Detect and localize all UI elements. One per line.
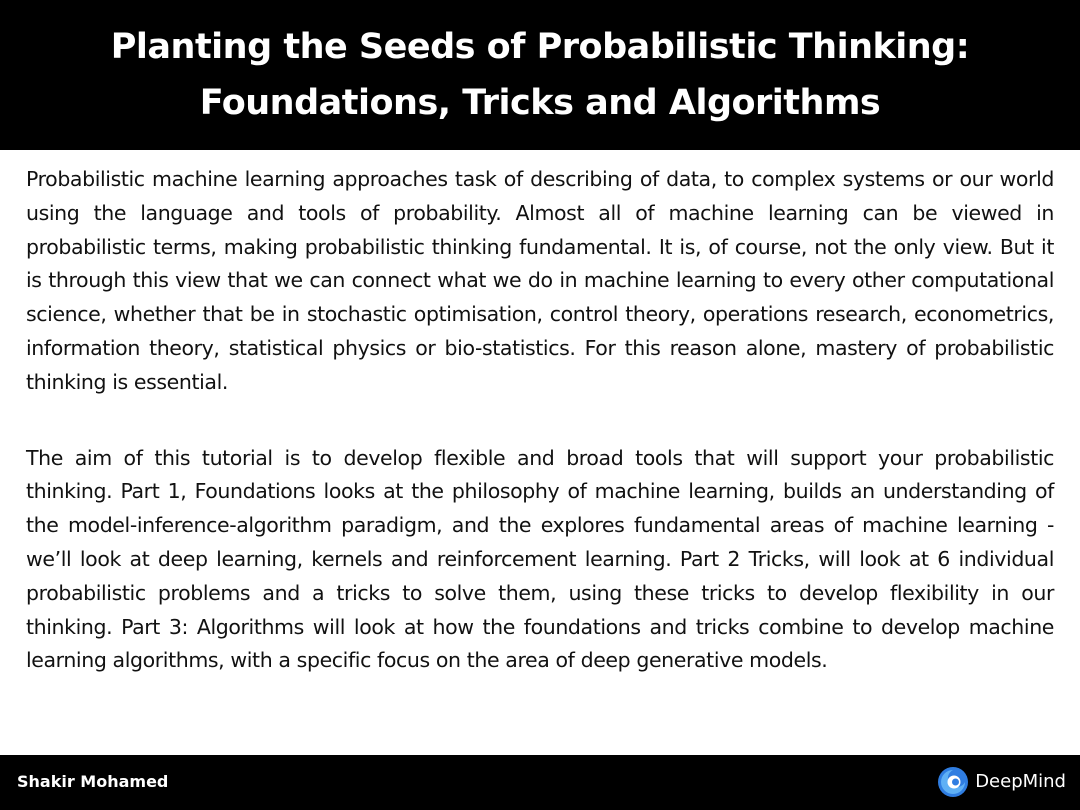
abstract-paragraph-1: Probabilistic machine learning approaches task of describing of data, to complex systems or our world using the language and tools of probability. Almost all of machine learning can be viewed in probabilistic terms, making probabilistic thinking fundamental. It is, of course, not the only view. But it is through this view that we can connect what we do in machine learning to every other computational science, whether that be in stochastic optimisation, control theory, operations research, econometrics, information theory, statistical physics or bio-statistics. For this reason alone, mastery of probabilistic thinking is essential. xyxy=(26,167,1054,394)
title-bar xyxy=(0,0,1080,150)
slide-body xyxy=(26,163,1054,753)
presenter-name: Shakir Mohamed xyxy=(17,772,169,791)
slide-title-line-1: Planting the Seeds of Probabilistic Thinking: xyxy=(110,27,970,67)
abstract-paragraph-2: The aim of this tutorial is to develop flexible and broad tools that will support your probabilistic thinking. Part 1, Foundations looks at the philosophy of machine learning, builds an understanding of the model-inference-algorithm paradigm, and the explores fundamental areas of machine learning - we’ll look at deep learning, kernels and reinforcement learning. Part 2 Tricks, will look at 6 individual probabilistic problems and a tricks to solve them, using these tricks to develop flexibility in our thinking. Part 3: Algorithms will look at how the foundations and tricks combine to develop machine learning algorithms, with a specific focus on the area of deep generative models. xyxy=(26,445,1054,673)
deepmind-logo-icon xyxy=(937,766,969,798)
brand xyxy=(937,766,1066,798)
footer-bar xyxy=(0,755,1080,810)
brand-name: DeepMind xyxy=(975,771,1066,792)
slide-title-line-2: Foundations, Tricks and Algorithms xyxy=(199,83,881,123)
